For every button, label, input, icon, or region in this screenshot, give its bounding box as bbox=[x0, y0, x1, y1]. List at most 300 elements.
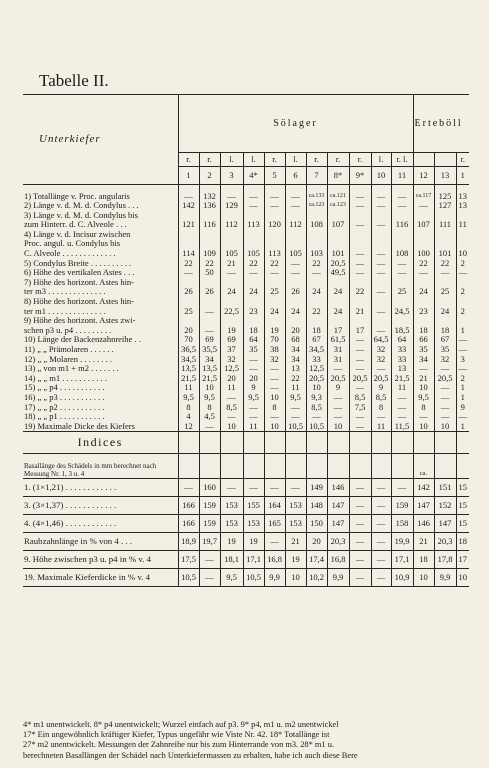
index-cell: 10,5 bbox=[243, 569, 264, 587]
index-cell: — bbox=[349, 533, 371, 551]
table-cell: 3 bbox=[456, 355, 469, 365]
column-number: 3 bbox=[220, 167, 243, 185]
table-cell: 22 bbox=[264, 259, 285, 269]
index-cell: 17,4 bbox=[306, 551, 327, 569]
table-cell: 9,5 bbox=[285, 393, 306, 403]
table-cell: 9,5 bbox=[178, 393, 199, 403]
table-cell: — bbox=[456, 335, 469, 345]
table-cell: 10 bbox=[413, 383, 434, 393]
row-label: 14) „ „ m1 . . . . . . . . . . . bbox=[24, 373, 107, 383]
table-cell: 21 bbox=[220, 259, 243, 269]
table-cell: 18 bbox=[413, 326, 434, 336]
table-cell: — bbox=[306, 268, 327, 278]
table-cell bbox=[413, 316, 434, 326]
index-cell: 153 bbox=[220, 515, 243, 533]
index-cell: 159 bbox=[391, 497, 413, 515]
index-cell: — bbox=[178, 479, 199, 497]
index-cell: 21 bbox=[413, 533, 434, 551]
table-cell: 20,5 bbox=[327, 374, 349, 384]
table-cell: — bbox=[413, 201, 434, 211]
table-cell: 24 bbox=[264, 307, 285, 317]
column-number: 8* bbox=[327, 167, 349, 185]
table-cell bbox=[178, 239, 199, 249]
table-cell: — bbox=[391, 259, 413, 269]
table-cell: ca.121 bbox=[327, 192, 349, 202]
index-cell: — bbox=[285, 479, 306, 497]
table-cell: 32 bbox=[371, 355, 391, 365]
table-cell: 24 bbox=[327, 307, 349, 317]
table-cell: 10 bbox=[306, 383, 327, 393]
table-cell bbox=[391, 316, 413, 326]
table-cell: 11 bbox=[285, 383, 306, 393]
column-number: 9* bbox=[349, 167, 371, 185]
row-label: 2) Länge v. d. M. d. Condylus . . . bbox=[24, 201, 139, 211]
table-cell: — bbox=[327, 412, 349, 422]
table-cell: 33 bbox=[391, 345, 413, 355]
row-label: 19) Maximale Dicke des Kiefers bbox=[23, 422, 178, 432]
index-cell: 20 bbox=[306, 533, 327, 551]
measurement-table bbox=[23, 94, 469, 587]
index-cell: — bbox=[391, 479, 413, 497]
table-cell: — bbox=[199, 422, 220, 432]
table-cell: 107 bbox=[327, 220, 349, 230]
table-cell bbox=[327, 230, 349, 240]
table-cell bbox=[456, 211, 469, 221]
table-cell: 9,5 bbox=[413, 393, 434, 403]
row-label: 15) „ „ p4 . . . . . . . . . . . bbox=[24, 383, 105, 393]
table-cell bbox=[306, 297, 327, 307]
table-cell: 64 bbox=[391, 335, 413, 345]
table-row bbox=[23, 192, 469, 202]
table-cell: — bbox=[285, 403, 306, 413]
table-cell: 12 bbox=[178, 422, 199, 432]
index-cell: — bbox=[349, 497, 371, 515]
spacer-row bbox=[23, 185, 469, 192]
table-cell: 18 bbox=[243, 326, 264, 336]
table-cell: — bbox=[434, 393, 456, 403]
table-cell: 31 bbox=[327, 345, 349, 355]
table-cell: 49,5 bbox=[327, 268, 349, 278]
table-row bbox=[23, 374, 469, 384]
table-cell bbox=[220, 239, 243, 249]
table-cell: 9 bbox=[371, 383, 391, 393]
table-cell: 25 bbox=[178, 307, 199, 317]
index-cell: 19,7 bbox=[199, 533, 220, 551]
side-label: r. l. bbox=[391, 153, 413, 167]
table-cell bbox=[199, 230, 220, 240]
table-cell bbox=[371, 297, 391, 307]
row-label: ter m1 . . . . . . . . . . . . . . bbox=[24, 306, 106, 316]
table-cell: 2 bbox=[456, 259, 469, 269]
table-cell: — bbox=[391, 412, 413, 422]
table-row bbox=[23, 278, 469, 288]
table-cell: — bbox=[243, 364, 264, 374]
row-label: 3) Länge v. d. M. d. Condylus bis bbox=[24, 210, 138, 220]
table-cell: — bbox=[349, 355, 371, 365]
table-cell: — bbox=[264, 412, 285, 422]
index-cell: 16,8 bbox=[327, 551, 349, 569]
table-cell bbox=[285, 316, 306, 326]
table-row bbox=[23, 307, 469, 317]
table-cell bbox=[243, 316, 264, 326]
table-cell: 64 bbox=[243, 335, 264, 345]
table-cell: — bbox=[327, 393, 349, 403]
table-cell: 1 bbox=[456, 422, 469, 432]
table-cell bbox=[178, 230, 199, 240]
column-number: 7 bbox=[306, 167, 327, 185]
index-cell: 15 bbox=[456, 515, 469, 533]
table-cell bbox=[371, 230, 391, 240]
table-cell: ca.123 bbox=[327, 201, 349, 211]
table-row bbox=[23, 345, 469, 355]
table-row bbox=[23, 403, 469, 413]
note-row bbox=[23, 454, 469, 479]
table-cell: 105 bbox=[243, 249, 264, 259]
column-number: 12 bbox=[413, 167, 434, 185]
table-cell: 22 bbox=[306, 307, 327, 317]
table-cell: — bbox=[391, 268, 413, 278]
table-cell: 33 bbox=[306, 355, 327, 365]
index-cell: 147 bbox=[413, 497, 434, 515]
index-row bbox=[23, 569, 469, 587]
table-cell bbox=[371, 239, 391, 249]
table-cell: — bbox=[285, 268, 306, 278]
table-cell: — bbox=[456, 268, 469, 278]
table-cell: 112 bbox=[220, 220, 243, 230]
table-cell: 21,5 bbox=[199, 374, 220, 384]
table-cell: 20,5 bbox=[327, 259, 349, 269]
table-cell: — bbox=[434, 412, 456, 422]
table-cell: 9,3 bbox=[306, 393, 327, 403]
table-cell: — bbox=[391, 403, 413, 413]
side-label: l. bbox=[371, 153, 391, 167]
index-cell: 19 bbox=[285, 551, 306, 569]
table-cell: ca.133 bbox=[306, 192, 327, 202]
approx-note: ca. bbox=[413, 454, 434, 479]
table-cell: 13,5 bbox=[178, 364, 199, 374]
index-cell: — bbox=[220, 479, 243, 497]
table-cell: — bbox=[264, 192, 285, 202]
table-cell bbox=[306, 239, 327, 249]
side-label: r. bbox=[456, 153, 469, 167]
table-cell bbox=[285, 278, 306, 288]
side-label: r. bbox=[264, 153, 285, 167]
table-row bbox=[23, 316, 469, 326]
index-cell: 159 bbox=[199, 515, 220, 533]
table-cell: — bbox=[285, 412, 306, 422]
table-cell bbox=[391, 297, 413, 307]
table-cell: — bbox=[371, 268, 391, 278]
table-cell: 2 bbox=[456, 374, 469, 384]
table-cell: 9 bbox=[456, 403, 469, 413]
table-cell: 10,5 bbox=[306, 422, 327, 432]
table-cell: 35 bbox=[413, 345, 434, 355]
table-cell: 127 bbox=[434, 201, 456, 211]
table-cell bbox=[243, 230, 264, 240]
table-title: Unterkiefer bbox=[23, 95, 178, 185]
table-cell: 70 bbox=[264, 335, 285, 345]
index-row bbox=[23, 479, 469, 497]
table-row bbox=[23, 364, 469, 374]
index-cell: 20,3 bbox=[327, 533, 349, 551]
table-cell bbox=[306, 211, 327, 221]
index-cell: — bbox=[349, 515, 371, 533]
table-cell: 34,5 bbox=[178, 355, 199, 365]
group-label: Erteböll bbox=[413, 95, 469, 153]
table-cell: 31 bbox=[327, 355, 349, 365]
table-cell: — bbox=[349, 249, 371, 259]
table-cell bbox=[178, 297, 199, 307]
table-cell bbox=[220, 230, 243, 240]
table-cell: — bbox=[349, 412, 371, 422]
column-number: 1 bbox=[178, 167, 199, 185]
index-cell: 147 bbox=[327, 515, 349, 533]
table-cell: 26 bbox=[178, 287, 199, 297]
table-cell bbox=[178, 316, 199, 326]
table-cell bbox=[391, 211, 413, 221]
table-cell bbox=[349, 278, 371, 288]
table-cell: 111 bbox=[434, 220, 456, 230]
table-cell bbox=[456, 278, 469, 288]
table-cell: — bbox=[306, 412, 327, 422]
index-cell: 9,9 bbox=[264, 569, 285, 587]
table-cell: 7,5 bbox=[349, 403, 371, 413]
table-cell bbox=[243, 278, 264, 288]
row-label: 17) „ „ p2 . . . . . . . . . . . bbox=[24, 402, 105, 412]
table-cell: 8 bbox=[371, 403, 391, 413]
index-cell: 153 bbox=[243, 515, 264, 533]
index-cell: — bbox=[199, 569, 220, 587]
table-cell: 23 bbox=[243, 307, 264, 317]
table-cell: 108 bbox=[391, 249, 413, 259]
row-label: 7) Höhe des horizont. Astes hin- bbox=[24, 277, 135, 287]
table-cell: — bbox=[199, 326, 220, 336]
table-cell: 17 bbox=[349, 326, 371, 336]
table-cell: 20 bbox=[285, 326, 306, 336]
index-cell: 160 bbox=[199, 479, 220, 497]
table-cell: 37 bbox=[220, 345, 243, 355]
row-label: Proc. angul. u. Condylus bis bbox=[24, 239, 121, 249]
table-cell: 20,5 bbox=[349, 374, 371, 384]
table-cell bbox=[371, 278, 391, 288]
side-label: l. bbox=[243, 153, 264, 167]
table-cell: 66 bbox=[413, 335, 434, 345]
table-cell: 23 bbox=[413, 307, 434, 317]
table-cell: 24 bbox=[243, 287, 264, 297]
table-cell bbox=[243, 239, 264, 249]
table-cell: 4,5 bbox=[199, 412, 220, 422]
table-cell: 33 bbox=[391, 355, 413, 365]
row-label: 11) „ „ Prämolaren . . . . . . bbox=[24, 345, 114, 354]
table-cell bbox=[264, 297, 285, 307]
table-cell bbox=[371, 316, 391, 326]
table-cell: 8,5 bbox=[371, 393, 391, 403]
index-cell: 148 bbox=[306, 497, 327, 515]
table-cell: 13 bbox=[391, 364, 413, 374]
table-cell: 25 bbox=[264, 287, 285, 297]
group-label: Sölager bbox=[178, 95, 413, 153]
table-cell bbox=[391, 278, 413, 288]
table-cell: — bbox=[371, 249, 391, 259]
index-cell: — bbox=[371, 533, 391, 551]
index-cell: — bbox=[371, 515, 391, 533]
table-cell: — bbox=[349, 335, 371, 345]
row-label: 10) Länge der Backenzahnreihe . . bbox=[24, 335, 141, 345]
index-cell: 19,9 bbox=[391, 533, 413, 551]
indices-heading: Indices bbox=[23, 432, 178, 454]
table-cell: 4 bbox=[178, 412, 199, 422]
table-cell: 2 bbox=[456, 287, 469, 297]
table-cell: — bbox=[371, 412, 391, 422]
table-cell: 8 bbox=[199, 403, 220, 413]
table-cell: 19 bbox=[220, 326, 243, 336]
table-cell bbox=[434, 316, 456, 326]
index-cell: — bbox=[243, 479, 264, 497]
table-cell bbox=[264, 211, 285, 221]
table-cell: 108 bbox=[306, 220, 327, 230]
index-cell: 21 bbox=[285, 533, 306, 551]
table-cell bbox=[413, 211, 434, 221]
table-cell: 9 bbox=[327, 383, 349, 393]
table-cell: — bbox=[220, 192, 243, 202]
table-cell: — bbox=[391, 393, 413, 403]
index-cell: 9,9 bbox=[434, 569, 456, 587]
side-label: r. bbox=[199, 153, 220, 167]
table-cell: — bbox=[243, 192, 264, 202]
table-cell: 129 bbox=[220, 201, 243, 211]
row-label: 1) Totallänge v. Proc. angularis bbox=[24, 191, 130, 201]
table-cell bbox=[434, 230, 456, 240]
index-label: 9. Höhe zwischen p3 u. p4 in % v. 4 bbox=[23, 551, 178, 569]
table-cell: 21 bbox=[413, 374, 434, 384]
index-label: 3. (3×1,37) . . . . . . . . . . . . bbox=[23, 497, 178, 515]
index-cell: 10,9 bbox=[391, 569, 413, 587]
table-cell: — bbox=[264, 201, 285, 211]
table-cell: 32 bbox=[220, 355, 243, 365]
footnote-line: 27* m2 unentwickelt. Messungen der Zahnreihe nur bis zum Hinterrande von m3. 28* m1 u. bbox=[23, 740, 334, 750]
table-cell: 32 bbox=[371, 345, 391, 355]
side-label bbox=[434, 153, 456, 167]
table-cell: 142 bbox=[178, 201, 199, 211]
table-cell: — bbox=[264, 268, 285, 278]
index-label: Raubzahnlänge in % von 4 . . . bbox=[23, 533, 178, 551]
table-cell bbox=[285, 239, 306, 249]
index-cell: 166 bbox=[178, 515, 199, 533]
table-cell: 69 bbox=[220, 335, 243, 345]
index-cell: — bbox=[349, 551, 371, 569]
index-cell: — bbox=[264, 533, 285, 551]
table-cell: 70 bbox=[178, 335, 199, 345]
table-cell: 8,5 bbox=[220, 403, 243, 413]
table-cell: — bbox=[391, 201, 413, 211]
index-cell: 142 bbox=[413, 479, 434, 497]
table-cell: — bbox=[285, 201, 306, 211]
table-cell: 112 bbox=[285, 220, 306, 230]
table-cell: 50 bbox=[199, 268, 220, 278]
row-label: 8) Höhe des horizont. Astes hin- bbox=[24, 297, 135, 307]
table-cell bbox=[456, 316, 469, 326]
table-cell: — bbox=[391, 192, 413, 202]
table-cell: — bbox=[243, 201, 264, 211]
table-cell bbox=[285, 230, 306, 240]
table-cell: 19 bbox=[264, 326, 285, 336]
table-cell bbox=[434, 239, 456, 249]
table-cell bbox=[306, 230, 327, 240]
table-cell: — bbox=[243, 412, 264, 422]
footnote-line: 4* m1 unentwickelt. 8* p4 unentwickelt; Wurzel einfach auf p3. 9* p4, m1 u. m2 unentwickel bbox=[23, 720, 339, 729]
table-cell: 1 bbox=[456, 326, 469, 336]
table-cell: 20 bbox=[243, 374, 264, 384]
table-cell: ca.123 bbox=[306, 201, 327, 211]
table-cell: 1 bbox=[456, 383, 469, 393]
table-cell: 107 bbox=[413, 220, 434, 230]
row-label: C. Alveole . . . . . . . . . . . . . bbox=[24, 249, 116, 259]
table-cell: 24 bbox=[434, 307, 456, 317]
index-cell: 164 bbox=[264, 497, 285, 515]
index-cell: — bbox=[264, 479, 285, 497]
table-row bbox=[23, 259, 469, 269]
table-cell: 18 bbox=[306, 326, 327, 336]
table-cell: — bbox=[264, 374, 285, 384]
column-number: 4* bbox=[243, 167, 264, 185]
table-cell: — bbox=[285, 192, 306, 202]
index-cell: 18,1 bbox=[220, 551, 243, 569]
table-cell: 113 bbox=[264, 249, 285, 259]
table-cell: — bbox=[371, 326, 391, 336]
table-cell bbox=[327, 316, 349, 326]
table-cell: 116 bbox=[199, 220, 220, 230]
index-cell: 147 bbox=[434, 515, 456, 533]
column-number: 1 bbox=[456, 167, 469, 185]
row-label: 12) „ „ Molaren . . . . . . . . bbox=[24, 354, 113, 364]
table-cell: 105 bbox=[285, 249, 306, 259]
row-label: 13) „ von m1 + m2 . . . . . . . bbox=[24, 364, 119, 374]
index-cell: 165 bbox=[264, 515, 285, 533]
column-number: 10 bbox=[371, 167, 391, 185]
table-cell: — bbox=[349, 259, 371, 269]
index-cell: 10 bbox=[285, 569, 306, 587]
table-cell: 21,5 bbox=[391, 374, 413, 384]
table-cell bbox=[413, 230, 434, 240]
index-cell: 146 bbox=[413, 515, 434, 533]
table-cell: 67 bbox=[306, 335, 327, 345]
table-cell: — bbox=[371, 201, 391, 211]
row-label: 9) Höhe des horizont. Astes zwi- bbox=[24, 316, 136, 326]
table-cell bbox=[456, 239, 469, 249]
table-cell: — bbox=[371, 259, 391, 269]
table-cell: 22,5 bbox=[220, 307, 243, 317]
table-cell bbox=[178, 211, 199, 221]
table-cell bbox=[391, 239, 413, 249]
table-cell: 132 bbox=[199, 192, 220, 202]
table-cell: — bbox=[264, 383, 285, 393]
column-number: 13 bbox=[434, 167, 456, 185]
table-cell: 12,5 bbox=[306, 364, 327, 374]
table-cell: 61,5 bbox=[327, 335, 349, 345]
table-cell: 22 bbox=[306, 259, 327, 269]
table-cell bbox=[306, 316, 327, 326]
index-cell: 18 bbox=[413, 551, 434, 569]
table-cell: 24 bbox=[413, 287, 434, 297]
table-cell: 136 bbox=[199, 201, 220, 211]
table-cell: 13 bbox=[456, 201, 469, 211]
table-cell: 24 bbox=[285, 307, 306, 317]
index-label: 1. (1×1,21) . . . . . . . . . . . . bbox=[23, 479, 178, 497]
footnote-line: berechneten Basallängen der Schädel nach Unterkiefermassen zu erhalten, habe ich auch diese Bere bbox=[23, 750, 358, 760]
basal-length-note: Basallänge des Schädels in mm berechnet nach Messung Nr. 1, 3 u. 4 bbox=[24, 462, 157, 479]
index-cell: 146 bbox=[327, 479, 349, 497]
table-cell: 64,5 bbox=[371, 335, 391, 345]
